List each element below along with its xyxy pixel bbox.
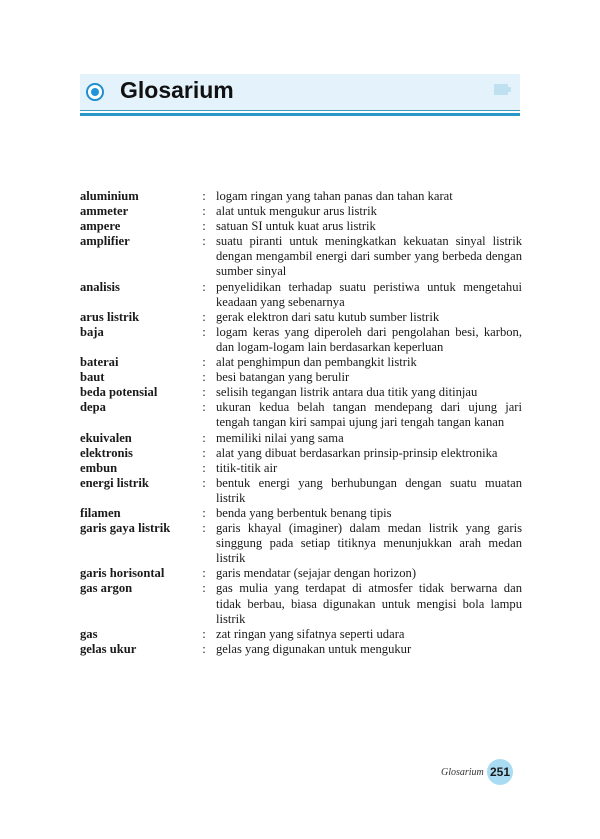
glossary-term: baja	[80, 324, 104, 339]
glossary-term: arus listrik	[80, 309, 140, 324]
glossary-entry	[80, 310, 522, 325]
glossary-separator: :	[202, 204, 206, 219]
glossary-definition: benda yang berbentuk benang tipis	[216, 505, 392, 520]
glossary-entry	[80, 204, 522, 219]
glossary-separator: :	[202, 430, 206, 445]
glossary-separator: :	[202, 385, 206, 400]
glossary-definition: suatu piranti untuk meningkatkan kekuatan sinyal listrik dengan mengambil energi dari sumber yang berbeda dengan sumber sinyal	[216, 234, 522, 279]
glossary-term: baut	[80, 370, 105, 385]
glossary-term: ammeter	[80, 204, 129, 219]
glossary-term: garis horisontal	[80, 566, 165, 581]
glossary-term: garis gaya listrik	[80, 521, 171, 536]
glossary-separator: :	[202, 370, 206, 385]
glossary-entry	[80, 355, 522, 370]
glossary-separator: :	[202, 355, 206, 370]
glossary-definition: garis khayal (imaginer) dalam medan listrik yang garis singgung pada setiap titiknya menunjukkan arah medan listrik	[216, 521, 522, 566]
glossary-definition: alat yang dibuat berdasarkan prinsip-prinsip elektronika	[216, 445, 498, 460]
glossary-definition: ukuran kedua belah tangan mendepang dari ujung jari tengah tangan kiri sampai ujung jari tengah tangan kanan	[216, 400, 522, 430]
glossary-separator: :	[202, 581, 206, 596]
glossary-entry	[80, 325, 522, 355]
glossary-entry	[80, 581, 522, 626]
glossary-entry	[80, 219, 522, 234]
glossary-definition: gas mulia yang terdapat di atmosfer tidak berwarna dan tidak berbau, biasa digunakan untuk mengisi bola lampu listrik	[216, 581, 522, 626]
glossary-entry	[80, 627, 522, 642]
glossary-separator: :	[202, 505, 206, 520]
target-circle-icon	[86, 83, 104, 101]
glossary-definition: penyelidikan terhadap suatu peristiwa untuk mengetahui keadaan yang sebenarnya	[216, 279, 522, 309]
glossary-entry	[80, 461, 522, 476]
glossary-term: depa	[80, 400, 106, 415]
glossary-definition: selisih tegangan listrik antara dua titik yang ditinjau	[216, 385, 478, 400]
glossary-definition: memiliki nilai yang sama	[216, 430, 344, 445]
glossary-separator: :	[202, 460, 206, 475]
glossary-separator: :	[202, 219, 206, 234]
glossary-entry	[80, 385, 522, 400]
glossary-entry	[80, 189, 522, 204]
glossary-list	[80, 189, 522, 657]
glossary-term: beda potensial	[80, 385, 158, 400]
glossary-term: analisis	[80, 279, 120, 294]
glossary-entry	[80, 400, 522, 430]
glossary-entry	[80, 521, 522, 566]
glossary-term: filamen	[80, 505, 121, 520]
glossary-entry	[80, 280, 522, 310]
glossary-separator: :	[202, 566, 206, 581]
glossary-term: energi listrik	[80, 475, 149, 490]
glossary-term: gas	[80, 626, 98, 641]
glossary-term: baterai	[80, 355, 119, 370]
glossary-term: gelas ukur	[80, 641, 137, 656]
glossary-entry	[80, 642, 522, 657]
glossary-definition: gelas yang digunakan untuk mengukur	[216, 641, 412, 656]
glossary-definition: garis mendatar (sejajar dengan horizon)	[216, 566, 417, 581]
glossary-separator: :	[202, 641, 206, 656]
glossary-definition: satuan SI untuk kuat arus listrik	[216, 219, 376, 234]
glossary-separator: :	[202, 309, 206, 324]
header-divider-thin	[80, 110, 520, 111]
glossary-separator: :	[202, 234, 206, 249]
glossary-definition: bentuk energi yang berhubungan dengan suatu muatan listrik	[216, 475, 522, 505]
glossary-definition: alat penghimpun dan pembangkit listrik	[216, 355, 417, 370]
glossary-entry	[80, 446, 522, 461]
glossary-term: amplifier	[80, 234, 130, 249]
glossary-definition: logam keras yang diperoleh dari pengolahan besi, karbon, dan logam-logam lain berdasarkan keperluan	[216, 324, 522, 354]
puzzle-piece-icon	[494, 84, 508, 95]
glossary-entry	[80, 431, 522, 446]
glossary-definition: titik-titik air	[216, 460, 278, 475]
glossary-separator: :	[202, 521, 206, 536]
glossary-term: embun	[80, 460, 118, 475]
page-number-badge: 251	[487, 759, 513, 785]
footer-section-label: Glosarium	[441, 767, 484, 778]
glossary-separator: :	[202, 324, 206, 339]
glossary-separator: :	[202, 626, 206, 641]
glossary-entry	[80, 566, 522, 581]
header-divider-thick	[80, 113, 520, 116]
glossary-definition: logam ringan yang tahan panas dan tahan karat	[216, 189, 453, 203]
glossary-entry	[80, 234, 522, 279]
glossary-term: gas argon	[80, 581, 133, 596]
glossary-definition: alat untuk mengukur arus listrik	[216, 204, 377, 219]
page-title: Glosarium	[120, 77, 234, 103]
glossary-definition: gerak elektron dari satu kutub sumber listrik	[216, 309, 440, 324]
glossary-entry	[80, 370, 522, 385]
glossary-entry	[80, 476, 522, 506]
glossary-separator: :	[202, 445, 206, 460]
glossary-separator: :	[202, 189, 206, 203]
glossary-definition: zat ringan yang sifatnya seperti udara	[216, 626, 405, 641]
glossary-entry	[80, 506, 522, 521]
glossary-separator: :	[202, 279, 206, 294]
glossary-definition: besi batangan yang berulir	[216, 370, 350, 385]
glossary-separator: :	[202, 400, 206, 415]
glossary-term: elektronis	[80, 445, 133, 460]
glossary-term: ampere	[80, 219, 121, 234]
glossary-term: ekuivalen	[80, 430, 132, 445]
glossary-term: aluminium	[80, 189, 139, 203]
glossary-separator: :	[202, 475, 206, 490]
